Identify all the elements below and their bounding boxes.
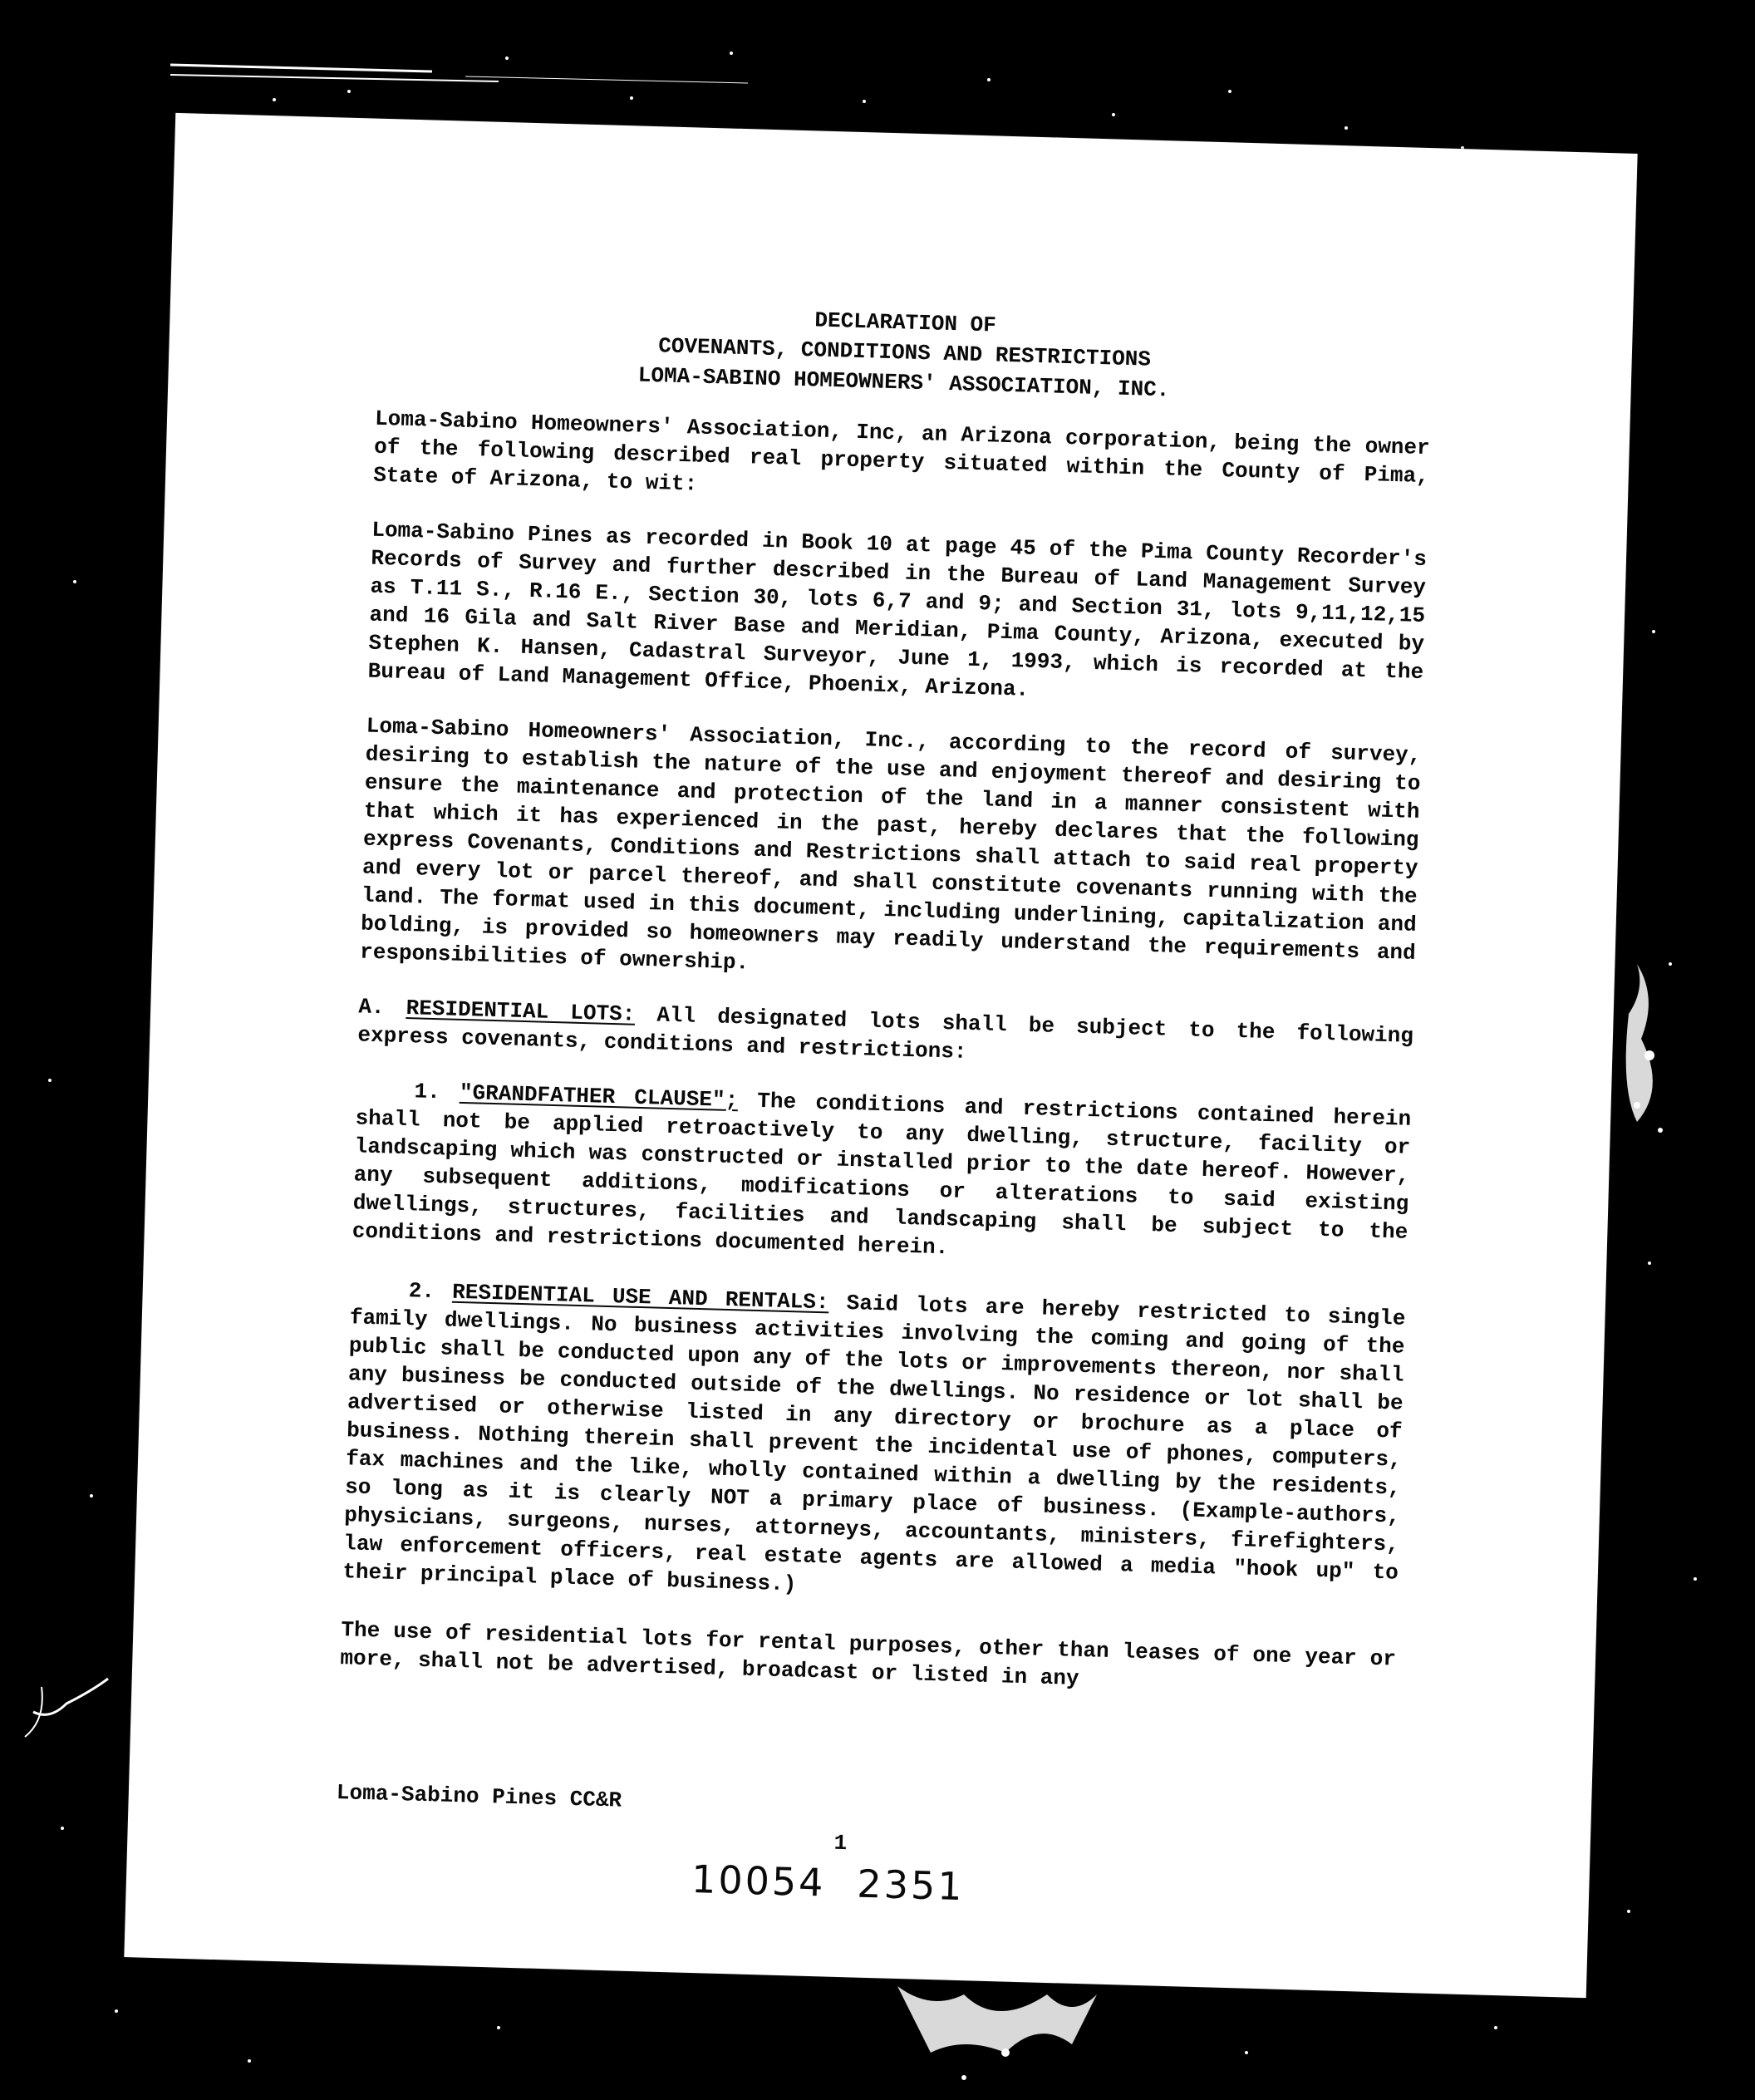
item-1-heading: "GRANDFATHER CLAUSE"; (459, 1080, 739, 1114)
section-a-label: A. (357, 994, 386, 1020)
property-description-paragraph: Loma-Sabino Pines as recorded in Book 10 at page 45 of the Pima County Recorder's Records of Survey and further described in the Bureau of Land Management Survey as T.11 S., R.16 E., Section 30, lots 6,7 and 9; and Section 31, lots 9,11,12,15 and 16 Gila and Salt River Base and Meridian, Pima County, Arizona, executed by Stephen K. Hansen, Cadastral Surveyor, June 1, 1993, which is recorded at the Bureau of Land Management Office, Phoenix, Arizona. (367, 517, 1428, 702)
declaration-paragraph: Loma-Sabino Homeowners' Association, Inc., according to the record of survey, desiring to establish the nature of the use and enjoyment thereof and desiring to ensure the maintenance and protection of the land in a manner consistent with that which it has experienced in the past, hereby declares that the following express Covenants, Conditions and Restrictions shall attach to said real property and every lot or parcel thereof, and shall constitute covenants running with the land. The format used in this document, including underlining, capitalization and bolding, is provided so homeowners may readily understand the requirements and responsibilities of ownership. (359, 713, 1422, 976)
document-body (336, 293, 1433, 1910)
item-1-text: The conditions and restrictions contained herein shall not be applied retroactively to any dwelling, structure, facility or landscaping which was constructed or installed prior to the date hereof. However, any subsequent additions, modifications or alterations to said existing dwellings, structures, facilities and landscaping shall be subject to the conditions and restrictions documented herein. (351, 1088, 1412, 1261)
title-line-2: COVENANTS, CONDITIONS AND RESTRICTIONS (657, 333, 1152, 372)
rental-paragraph: The use of residential lots for rental purposes, other than leases of one year or more, shall not be advertised, broadcast or listed in any (340, 1617, 1397, 1691)
item-2-heading: RESIDENTIAL USE AND RENTALS: (451, 1279, 829, 1316)
item-2-text: Said lots are hereby restricted to single family dwellings. No business activities involving the coming and going of the public shall be conducted upon any of the lots or improvements thereon, nor shall any business be conducted outside of the dwellings. No residence or lot shall be advertised or otherwise listed in any directory or brochure as a place of business. Nothing therein shall prevent the incidental use of phones, computers, fax machines and the like, wholly contained within a dwelling by the residents, so long as it is clearly NOT a primary place of business. (Example-authors, physicians, surgeons, nurses, attorneys, accountants, ministers, firefighters, law enforcement officers, real estate agents are allowed a media "hook up" to their principal place of business.) (342, 1290, 1406, 1597)
section-a-heading: RESIDENTIAL LOTS: (406, 996, 636, 1027)
document-page (124, 113, 1637, 1998)
stamp-docket: 10054 (691, 1857, 827, 1906)
item-2-number: 2. (408, 1278, 435, 1305)
item-1-paragraph (351, 1075, 1411, 1274)
intro-paragraph: Loma-Sabino Homeowners' Association, Inc, an Arizona corporation, being the owner of the following described real property situated within the County of Pima, State of Arizona, to wit: (372, 406, 1431, 497)
stamp-page: 2351 (856, 1861, 966, 1910)
title-line-3: LOMA-SABINO HOMEOWNERS' ASSOCIATION, INC. (637, 362, 1170, 403)
document-title (376, 293, 1433, 412)
section-a-paragraph (357, 992, 1413, 1078)
item-1-number: 1. (414, 1079, 441, 1105)
page-number: 1 (833, 1830, 848, 1857)
footer-label: Loma-Sabino Pines CC&R (336, 1780, 622, 1813)
recording-stamp (691, 1857, 996, 1910)
item-2-paragraph (342, 1275, 1406, 1615)
section-a-text: All designated lots shall be subject to the following express covenants, conditions and restrictions: (357, 1002, 1414, 1065)
title-line-1: DECLARATION OF (814, 307, 997, 338)
